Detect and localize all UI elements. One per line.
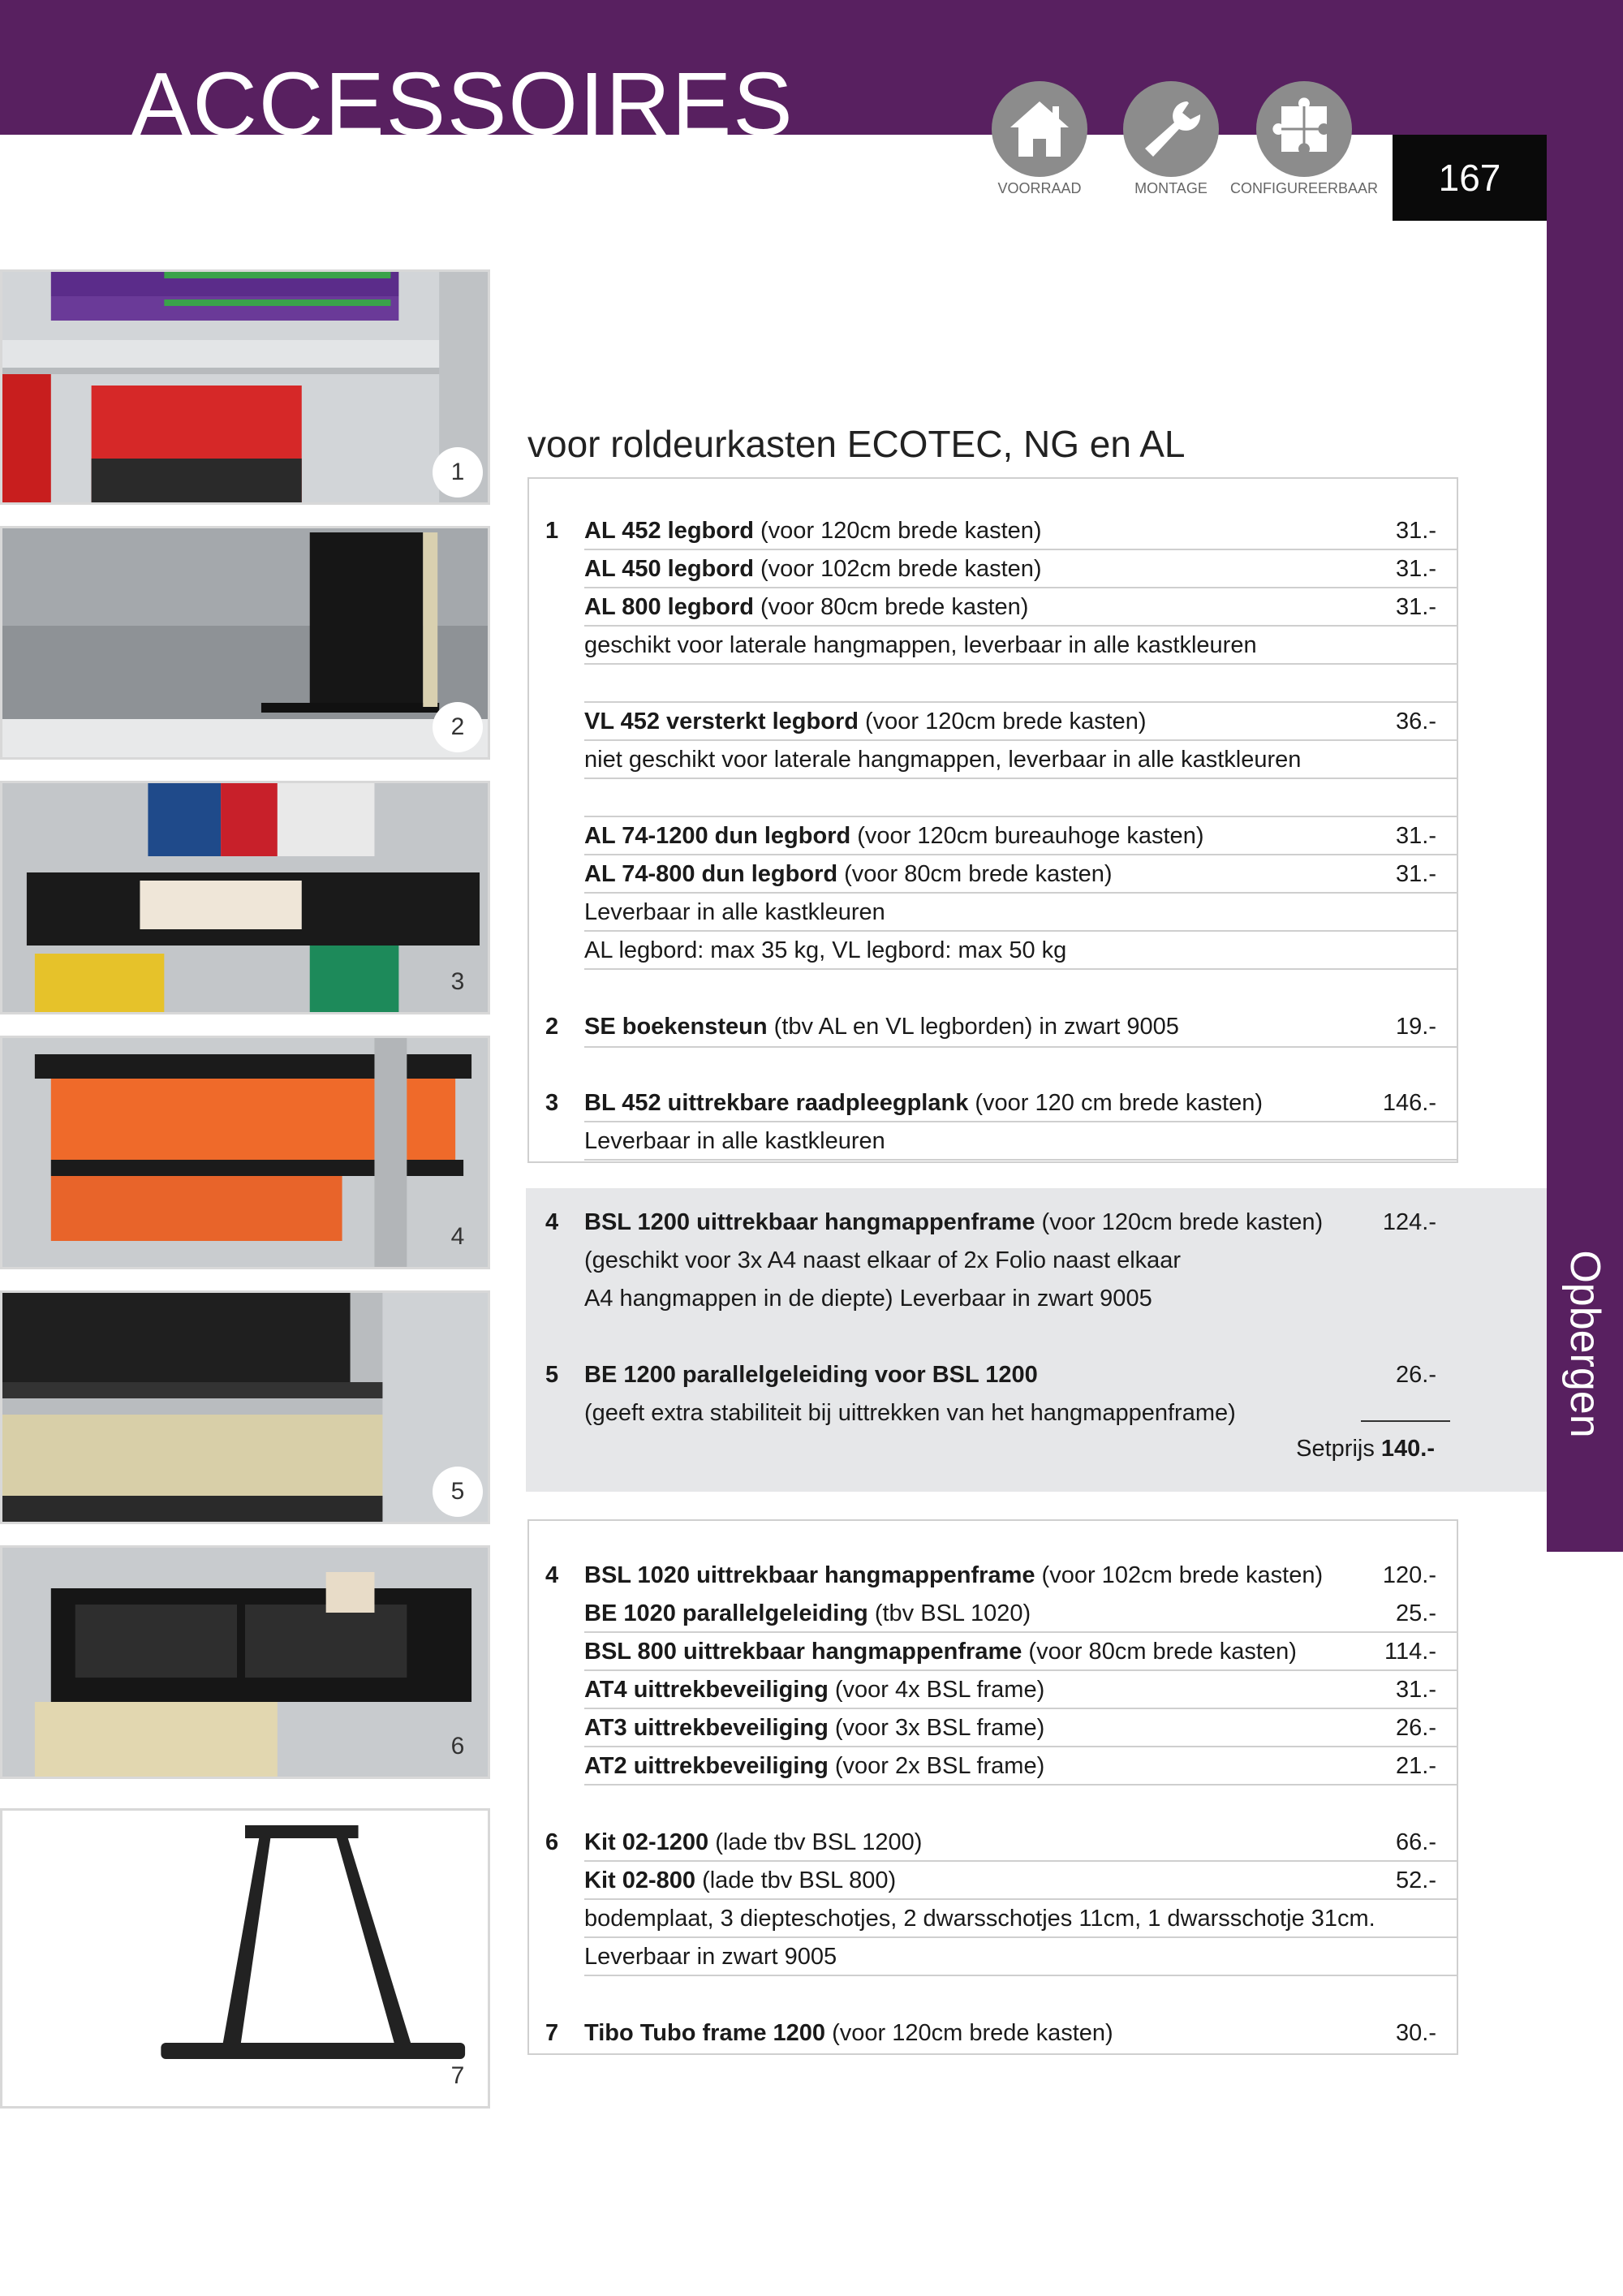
photo-number-5: 5 (433, 1467, 483, 1517)
sum-line (1361, 1420, 1450, 1422)
product-price: 124.- (1382, 1209, 1436, 1235)
product-description (584, 1084, 1263, 1122)
product-name: AL 800 legbord (584, 594, 754, 620)
product-price: 26.- (1396, 1715, 1436, 1741)
product-row (527, 1747, 1458, 1786)
product-price: 19.- (1396, 1014, 1436, 1040)
product-row (527, 1356, 1458, 1394)
section-side-label: Opbergen (1561, 1250, 1608, 1438)
item-number: 5 (545, 1362, 559, 1388)
product-detail: (tbv BSL 1020) (867, 1600, 1031, 1626)
product-description (584, 1862, 896, 1900)
product-price: 26.- (1396, 1362, 1436, 1388)
photo-4 (0, 1036, 490, 1269)
product-row (527, 894, 1458, 932)
set-price: Setprijs 140.- (1296, 1436, 1435, 1462)
product-name: BE 1020 parallelgeleiding (584, 1600, 868, 1626)
product-description (584, 2014, 1113, 2053)
product-row (527, 1008, 1458, 1046)
product-name: BSL 1200 uittrekbaar hangmappenframe (584, 1209, 1035, 1235)
product-name: BSL 800 uittrekbaar hangmappenframe (584, 1639, 1022, 1665)
product-row (527, 1900, 1458, 1938)
montage-label: MONTAGE (1134, 180, 1208, 196)
product-price: 25.- (1396, 1600, 1436, 1626)
product-detail: (voor 120cm brede kasten) (1035, 1209, 1324, 1235)
product-detail: (lade tbv BSL 800) (695, 1867, 897, 1893)
photo-1 (0, 269, 490, 505)
product-row (527, 1242, 1458, 1280)
configureerbaar-label: CONFIGUREERBAAR (1229, 180, 1379, 196)
item-number: 6 (545, 1829, 559, 1855)
product-row (527, 1595, 1458, 1633)
product-description (584, 627, 1257, 665)
voorraad-label: VOORRAAD (997, 180, 1082, 196)
product-row (527, 2014, 1458, 2053)
product-detail: (voor 80cm brede kasten) (837, 861, 1113, 887)
photo-number-1: 1 (433, 447, 483, 498)
product-row (527, 1862, 1458, 1900)
product-row (527, 817, 1458, 855)
house-icon (992, 81, 1087, 177)
photo-7 (0, 1808, 490, 2109)
product-description (584, 1633, 1297, 1671)
product-description (584, 1356, 1038, 1394)
product-detail: niet geschikt voor laterale hangmappen, leverbaar in alle kastkleuren (584, 747, 1302, 773)
product-price: 146.- (1382, 1090, 1436, 1116)
product-description (584, 1595, 1031, 1633)
product-description (584, 1709, 1044, 1747)
product-row (527, 932, 1458, 970)
item-number: 4 (545, 1209, 559, 1235)
item-number: 1 (545, 518, 559, 544)
photo-number-2: 2 (433, 702, 483, 752)
product-row (527, 1938, 1458, 1976)
product-price: 21.- (1396, 1753, 1436, 1779)
product-name: Kit 02-800 (584, 1867, 696, 1893)
photo-number-3: 3 (450, 968, 465, 995)
product-price: 31.- (1396, 861, 1436, 887)
product-price: 36.- (1396, 709, 1436, 734)
product-detail: (lade tbv BSL 1200) (708, 1829, 923, 1855)
product-name: AT3 uittrekbeveiliging (584, 1715, 829, 1741)
product-detail: (voor 80cm brede kasten) (1022, 1639, 1297, 1665)
item-number: 4 (545, 1562, 559, 1588)
product-description (584, 512, 1042, 550)
photo-number-6: 6 (450, 1733, 465, 1760)
product-description (584, 855, 1113, 894)
product-detail: (voor 3x BSL frame) (828, 1715, 1045, 1741)
product-description (584, 1747, 1044, 1786)
product-price: 66.- (1396, 1829, 1436, 1855)
product-row (527, 1709, 1458, 1747)
product-detail: (voor 120 cm brede kasten) (968, 1090, 1263, 1116)
product-description (584, 894, 885, 932)
product-description (584, 1394, 1236, 1432)
product-name: VL 452 versterkt legbord (584, 709, 859, 734)
product-name: AT2 uittrekbeveiliging (584, 1753, 829, 1779)
product-detail: Leverbaar in alle kastkleuren (584, 899, 885, 925)
product-name: AL 452 legbord (584, 518, 754, 544)
photo-number-4: 4 (450, 1223, 465, 1250)
product-price: 52.- (1396, 1867, 1436, 1893)
item-number: 2 (545, 1014, 559, 1040)
product-detail: (voor 120cm brede kasten) (825, 2020, 1113, 2046)
product-row (527, 588, 1458, 627)
product-price: 31.- (1396, 556, 1436, 582)
product-detail: (voor 102cm brede kasten) (753, 556, 1042, 582)
product-detail: (voor 120cm bureauhoge kasten) (850, 823, 1204, 849)
product-price: 30.- (1396, 2020, 1436, 2046)
product-detail: bodemplaat, 3 diepteschotjes, 2 dwarsschotjes 11cm, 1 dwarsschotje 31cm. (584, 1906, 1375, 1932)
puzzle-icon (1256, 81, 1352, 177)
photo-3 (0, 781, 490, 1014)
product-description (584, 1122, 885, 1161)
product-row (527, 1633, 1458, 1671)
configureerbaar-indicator (1227, 81, 1381, 197)
product-detail: (voor 2x BSL frame) (828, 1753, 1045, 1779)
product-price: 31.- (1396, 518, 1436, 544)
product-name: BE 1200 parallelgeleiding voor BSL 1200 (584, 1362, 1038, 1388)
product-description (584, 1280, 1152, 1318)
product-name: AL 74-1200 dun legbord (584, 823, 851, 849)
product-row (527, 627, 1458, 665)
product-row (527, 1557, 1458, 1595)
product-description (584, 588, 1028, 627)
product-detail: (tbv AL en VL legborden) in zwart 9005 (767, 1014, 1179, 1040)
product-description (584, 1900, 1375, 1938)
montage-indicator (1094, 81, 1248, 197)
product-price: 114.- (1384, 1639, 1436, 1665)
product-detail: A4 hangmappen in de diepte) Leverbaar in zwart 9005 (584, 1286, 1152, 1312)
product-price: 120.- (1382, 1562, 1436, 1588)
product-row (527, 703, 1458, 741)
product-description (584, 741, 1301, 779)
product-detail: (voor 120cm brede kasten) (858, 709, 1147, 734)
product-description (584, 1204, 1323, 1242)
product-row (527, 512, 1458, 550)
product-row (527, 741, 1458, 779)
product-name: BL 452 uittrekbare raadpleegplank (584, 1090, 969, 1116)
photo-2 (0, 526, 490, 760)
product-price: 31.- (1396, 823, 1436, 849)
page-number: 167 (1393, 135, 1547, 221)
product-detail: AL legbord: max 35 kg, VL legbord: max 50 kg (584, 937, 1067, 963)
product-name: AL 74-800 dun legbord (584, 861, 838, 887)
product-description (584, 1938, 837, 1976)
photo-6 (0, 1545, 490, 1779)
product-description (584, 932, 1066, 970)
product-description (584, 1557, 1323, 1595)
product-name: Tibo Tubo frame 1200 (584, 2020, 826, 2046)
page-title: ACCESSOIRES (131, 54, 794, 154)
product-row (527, 1394, 1458, 1432)
photo-number-7: 7 (450, 2062, 465, 2089)
product-row (527, 550, 1458, 588)
product-detail: geschikt voor laterale hangmappen, leverbaar in alle kastkleuren (584, 632, 1257, 658)
product-row (527, 1671, 1458, 1709)
product-description (584, 1008, 1179, 1046)
product-row (527, 1824, 1458, 1862)
product-name: AT4 uittrekbeveiliging (584, 1677, 829, 1703)
product-row (527, 1122, 1458, 1161)
product-price: 31.- (1396, 594, 1436, 620)
product-detail: (voor 80cm brede kasten) (753, 594, 1029, 620)
section-subtitle: voor roldeurkasten ECOTEC, NG en AL (527, 423, 1186, 465)
product-description (584, 550, 1042, 588)
product-row (527, 855, 1458, 894)
product-detail: (voor 4x BSL frame) (828, 1677, 1045, 1703)
product-description (584, 817, 1203, 855)
product-description (584, 1824, 922, 1862)
product-description (584, 1242, 1181, 1280)
wrench-icon (1123, 81, 1219, 177)
product-description (584, 703, 1147, 741)
product-detail: Leverbaar in zwart 9005 (584, 1944, 837, 1970)
product-name: Kit 02-1200 (584, 1829, 709, 1855)
item-number: 7 (545, 2020, 559, 2046)
product-name: BSL 1020 uittrekbaar hangmappenframe (584, 1562, 1035, 1588)
product-detail: (voor 102cm brede kasten) (1035, 1562, 1324, 1588)
product-name: SE boekensteun (584, 1014, 768, 1040)
product-row (527, 1084, 1458, 1122)
item-number: 3 (545, 1090, 559, 1116)
product-price: 31.- (1396, 1677, 1436, 1703)
product-description (584, 1671, 1044, 1709)
photo-5 (0, 1290, 490, 1524)
product-detail: (geeft extra stabiliteit bij uittrekken van het hangmappenframe) (584, 1400, 1236, 1426)
row-divider (584, 1046, 1458, 1048)
product-detail: Leverbaar in alle kastkleuren (584, 1128, 885, 1154)
product-row (527, 1204, 1458, 1242)
product-detail: (voor 120cm brede kasten) (753, 518, 1042, 544)
product-detail: (geschikt voor 3x A4 naast elkaar of 2x Folio naast elkaar (584, 1247, 1182, 1273)
product-name: AL 450 legbord (584, 556, 754, 582)
product-row (527, 1280, 1458, 1318)
